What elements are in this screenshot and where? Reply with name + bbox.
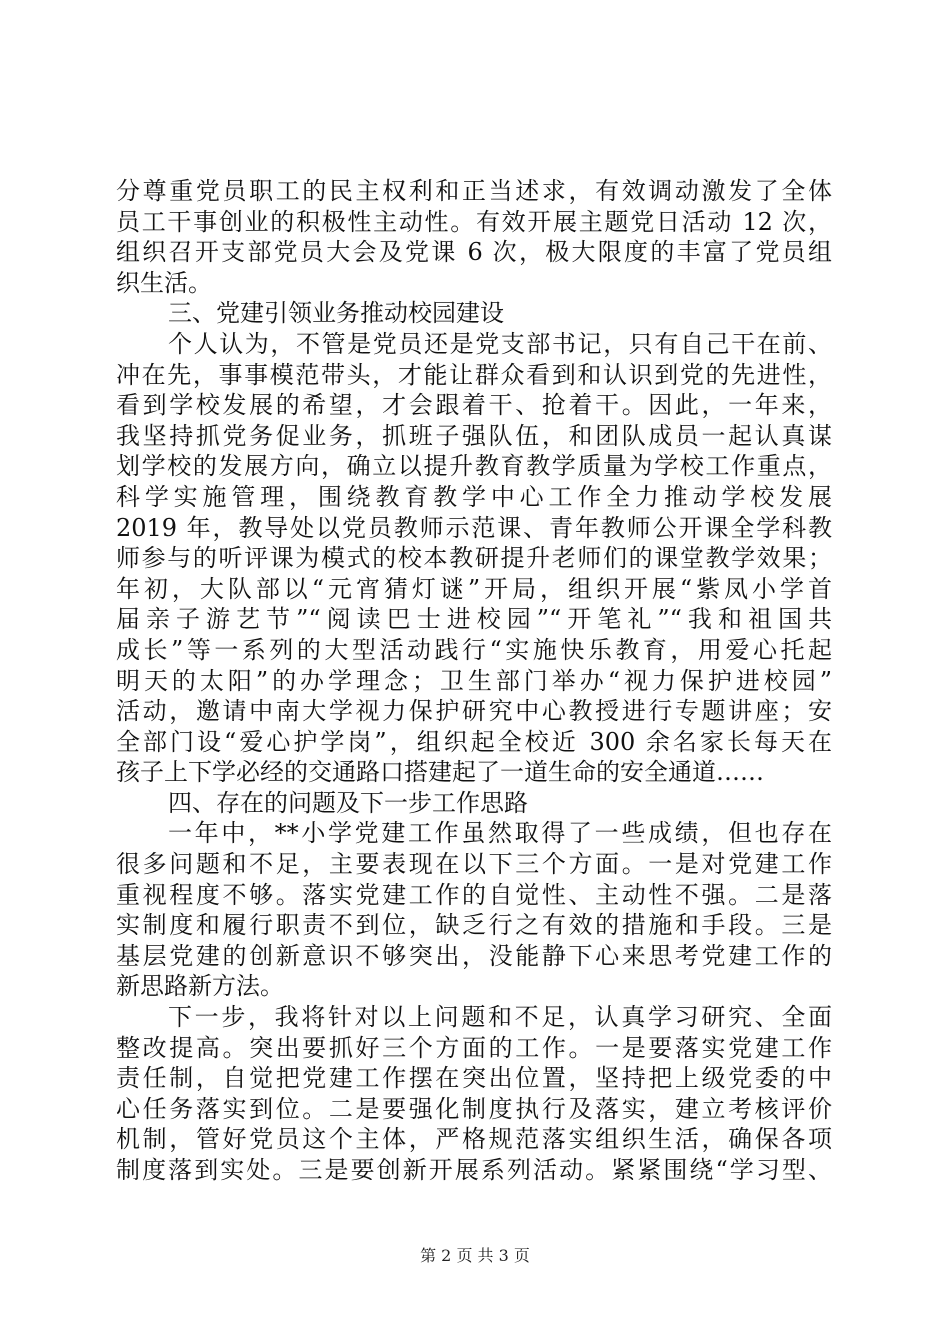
text-line: 新思路新方法。 [116,972,284,1001]
text-line: 看到学校发展的希望，才会跟着干、抢着干。因此，一年来， [116,391,832,420]
text-line: 活动，邀请中南大学视力保护研究中心教授进行专题讲座；安 [116,697,832,726]
text-line: 2019 年，教导处以党员教师示范课、青年教师公开课全学科教 [116,513,832,542]
text-line: 实制度和履行职责不到位，缺乏行之有效的措施和手段。三是 [116,911,832,940]
text-line: 明天的太阳”的办学理念；卫生部门举办“视力保护进校园” [116,666,832,695]
text-line: 责任制，自觉把党建工作摆在突出位置，坚持把上级党委的中 [116,1064,832,1093]
text-line: 基层党建的创新意识不够突出，没能静下心来思考党建工作的 [116,941,832,970]
text-line: 年初，大队部以“元宵猜灯谜”开局，组织开展“紫凤小学首 [116,574,832,603]
text-line: 整改提高。突出要抓好三个方面的工作。一是要落实党建工作 [116,1033,832,1062]
text-line: 个人认为，不管是党员还是党支部书记，只有自己干在前、 [168,329,832,358]
text-line: 一年中，**小学党建工作虽然取得了一些成绩，但也存在 [168,819,832,848]
section-heading-3: 三、党建引领业务推动校园建设 [168,299,504,328]
text-line: 心任务落实到位。二是要强化制度执行及落实，建立考核评价 [116,1094,832,1123]
text-line: 重视程度不够。落实党建工作的自觉性、主动性不强。二是落 [116,880,832,909]
text-line: 全部门设“爱心护学岗”，组织起全校近 300 余名家长每天在 [116,727,832,756]
text-line: 分尊重党员职工的民主权利和正当述求，有效调动激发了全体 [116,177,832,205]
text-line: 我坚持抓党务促业务，抓班子强队伍，和团队成员一起认真谋 [116,421,832,450]
text-line: 科学实施管理，围绕教育教学中心工作全力推动学校发展 [116,482,832,511]
text-line: 很多问题和不足，主要表现在以下三个方面。一是对党建工作 [116,850,832,879]
page-number-footer: 第 2 页 共 3 页 [420,1246,530,1265]
text-line: 组织召开支部党员大会及党课 6 次，极大限度的丰富了党员组 [116,238,832,267]
text-line: 下一步，我将针对以上问题和不足，认真学习研究、全面 [168,1003,832,1032]
text-line: 孩子上下学必经的交通路口搭建起了一道生命的安全通道…… [116,758,764,787]
text-line: 织生活。 [116,268,212,297]
text-line: 制度落到实处。三是要创新开展系列活动。紧紧围绕“学习型、 [116,1156,832,1184]
text-line: 划学校的发展方向，确立以提升教育教学质量为学校工作重点， [116,452,832,481]
text-line: 员工干事创业的积极性主动性。有效开展主题党日活动 12 次， [116,207,832,236]
text-line: 师参与的听评课为模式的校本教研提升老师们的课堂教学效果； [116,544,832,573]
section-heading-4: 四、存在的问题及下一步工作思路 [168,788,528,817]
text-line: 机制，管好党员这个主体，严格规范落实组织生活，确保各项 [116,1125,832,1154]
text-line: 届亲子游艺节”“阅读巴士进校园”“开笔礼”“我和祖国共 [116,605,832,634]
text-line: 成长”等一系列的大型活动践行“实施快乐教育，用爱心托起 [116,635,832,664]
text-line: 冲在先，事事模范带头，才能让群众看到和认识到党的先进性， [116,360,832,389]
document-body [116,176,832,1186]
